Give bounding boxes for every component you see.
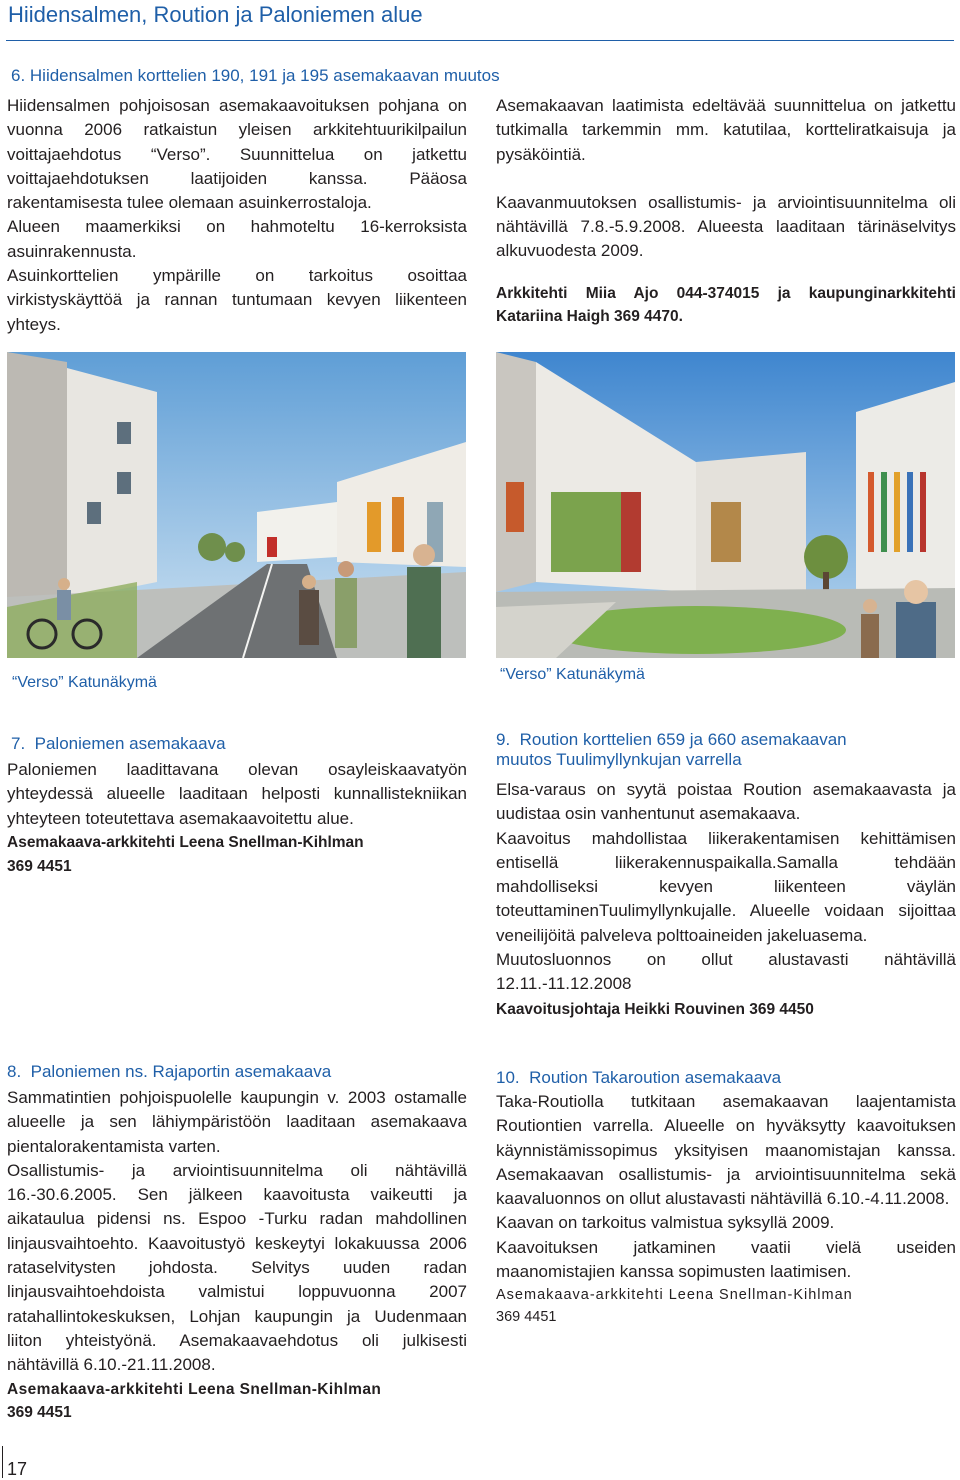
s10-contact-2: 369 4451 xyxy=(496,1309,557,1326)
s8-number: 8. xyxy=(7,1062,22,1081)
section-9-text xyxy=(496,778,956,1023)
s9-number: 9. xyxy=(496,730,511,749)
s10-body-2: Kaavan on tarkoitus valmistua syksyllä 2009. xyxy=(496,1213,835,1233)
s6-right-p2a: Kaavanmuutoksen osallistumis- ja arviointisuunnitelma oli nähtävillä 7.8.-5.9.2008. xyxy=(496,192,956,237)
page-title: Hiidensalmen, Roution ja Paloniemen alue xyxy=(8,2,423,27)
s7-contact-1: Asemakaava-arkkitehti Leena Snellman-Kihlman xyxy=(7,833,364,851)
s6-left-p1c: Pääosa rakentamisesta tulee olemaan asuinkerrostaloja. xyxy=(7,168,467,213)
s6-left-p3: Asuinkorttelien ympärille on tarkoitus osoittaa virkistyskäyttöä ja rannan tuntumaan kevyen liikenteen yhteys. xyxy=(7,266,467,334)
s6-left-p1: Hiidensalmen pohjoisosan asemakaavoituksen pohjana on vuonna 2006 ratkaistun yleisen arkkitehtuurikilpailun voittajaehdotus “Verso”. xyxy=(7,96,467,164)
s7-contact-2: 369 4451 xyxy=(7,857,72,875)
s10-contact-1: Asemakaava-arkkitehti Leena Snellman-Kihlman xyxy=(496,1287,853,1304)
footer-rule xyxy=(2,1446,3,1478)
s9-title-2: muutos Tuulimyllynkujan varrella xyxy=(496,750,742,769)
s9-contact: Kaavoitusjohtaja Heikki Rouvinen 369 4450 xyxy=(496,1000,814,1018)
s10-number: 10. xyxy=(496,1068,520,1087)
s7-number: 7. xyxy=(11,734,26,753)
section-8-heading xyxy=(7,1062,331,1082)
s6-contact: Arkkitehti Miia Ajo 044-374015 ja kaupunginarkkitehti Katariina Haigh 369 4470. xyxy=(496,284,956,325)
section-8-text xyxy=(7,1086,467,1424)
s6-left-p2: Alueen maamerkiksi on hahmoteltu 16-kerroksista asuinrakennusta. xyxy=(7,217,467,261)
s7-title: Paloniemen asemakaava xyxy=(34,734,226,753)
s8-contact-2: 369 4451 xyxy=(7,1403,72,1421)
section-10-heading xyxy=(496,1068,781,1088)
s10-title: Roution Takaroution asemakaava xyxy=(529,1068,782,1087)
s8-contact-1: Asemakaava-arkkitehti Leena Snellman-Kihlman xyxy=(7,1380,382,1398)
section-6-right-text xyxy=(496,94,956,328)
s6-right-p2b: Alueesta laaditaan tärinäselvitys alkuvuodesta 2009. xyxy=(496,217,956,261)
page-number: 17 xyxy=(7,1459,28,1479)
caption-right: “Verso” Katunäkymä xyxy=(500,666,645,683)
section-7-heading xyxy=(11,734,226,754)
caption-left: “Verso” Katunäkymä xyxy=(12,674,157,691)
s6-right-p1: Asemakaavan laatimista edeltävää suunnittelua on jatkettu tutkimalla tarkemmin mm. katutilaa, kortteliratkaisuja ja pysäköintiä. xyxy=(496,96,956,164)
street-view-render-right xyxy=(496,352,955,658)
s7-body: Paloniemen laadittavana olevan osayleiskaavatyön yhteydessä alueelle laaditaan helposti kunnallistekniikan yhteyteen toteutettava asemakaavoitettu alue. xyxy=(7,760,467,828)
s9-body-2: Kaavoitus mahdollistaa liikerakentamisen kehittämisen entisellä liikerakennuspaikalla.Samalla tehdään mahdolliseksi kevyen liikenteen väylän toteuttaminenTuulimyllynkujalle. Alueelle voidaan sijoittaa veneilijöitä palveleva polttoaineiden jakeluasema. xyxy=(496,828,956,945)
title-rule xyxy=(6,40,954,41)
s9-body-3: Muutosluonnos on ollut alustavasti nähtävillä 12.11.-11.12.2008 xyxy=(496,950,956,994)
section-10-text xyxy=(496,1090,956,1328)
s8-title: Paloniemen ns. Rajaportin asemakaava xyxy=(30,1062,332,1081)
s10-body-3: Kaavoituksen jatkaminen vaatii vielä useiden maanomistajien kanssa sopimusten laatimisen. xyxy=(496,1237,956,1282)
section-6-left-text xyxy=(7,94,467,337)
s6-left-p1b: Suunnittelua on jatkettu voittajaehdotuksen laatijoiden kanssa. xyxy=(7,144,467,188)
section-6-heading: 6. Hiidensalmen korttelien 190, 191 ja 195 asemakaavan muutos xyxy=(11,66,500,85)
section-7-text xyxy=(7,758,467,879)
section-9-heading xyxy=(496,730,956,770)
street-view-render-left xyxy=(7,352,466,658)
s10-body-1: Taka-Routiolla tutkitaan asemakaavan laajentamista Routiontien varrella. Alueelle on hyväksytty kaavoituksen käynnistämissopimus yksityisen maanomistajan kanssa. Asemakaavan osallistumis- ja arviointisuunnitelma sekä kaavaluonnos on ollut alustavasti nähtävillä 6.10.-4.11.2008. xyxy=(496,1092,956,1209)
s9-title-1: Roution korttelien 659 ja 660 asemakaavan xyxy=(519,730,847,749)
s8-body-2: Osallistumis- ja arviointisuunnitelma oli nähtävillä 16.-30.6.2005. Sen jälkeen kaavoitusta vaikeutti ja aikataulua pidensi ns. Espoo -Turku radan mahdollinen linjausvaihtoehto. Kaavoitustyö keskeytyi lokakuussa 2006 rataselvitysten johdosta. Selvitys uuden radan linjausvaihtoehdoista valmistui loppuvuonna 2007 ratahallintokeskuksen, Lohjan kaupungin ja Uudenmaan liiton yhteistyönä. Asemakaavaehdotus oli julkisesti nähtävillä 6.10.-21.11.2008. xyxy=(7,1160,467,1375)
s8-body-1: Sammatintien pohjoispuolelle kaupungin v. 2003 ostamalle alueelle ja sen lähiympäristöön laaditaan asemakaava pientalorakentamista varten. xyxy=(7,1088,467,1156)
s9-body-1: Elsa-varaus on syytä poistaa Roution asemakaavasta ja uudistaa osin vanhentunut asemakaava. xyxy=(496,780,956,824)
